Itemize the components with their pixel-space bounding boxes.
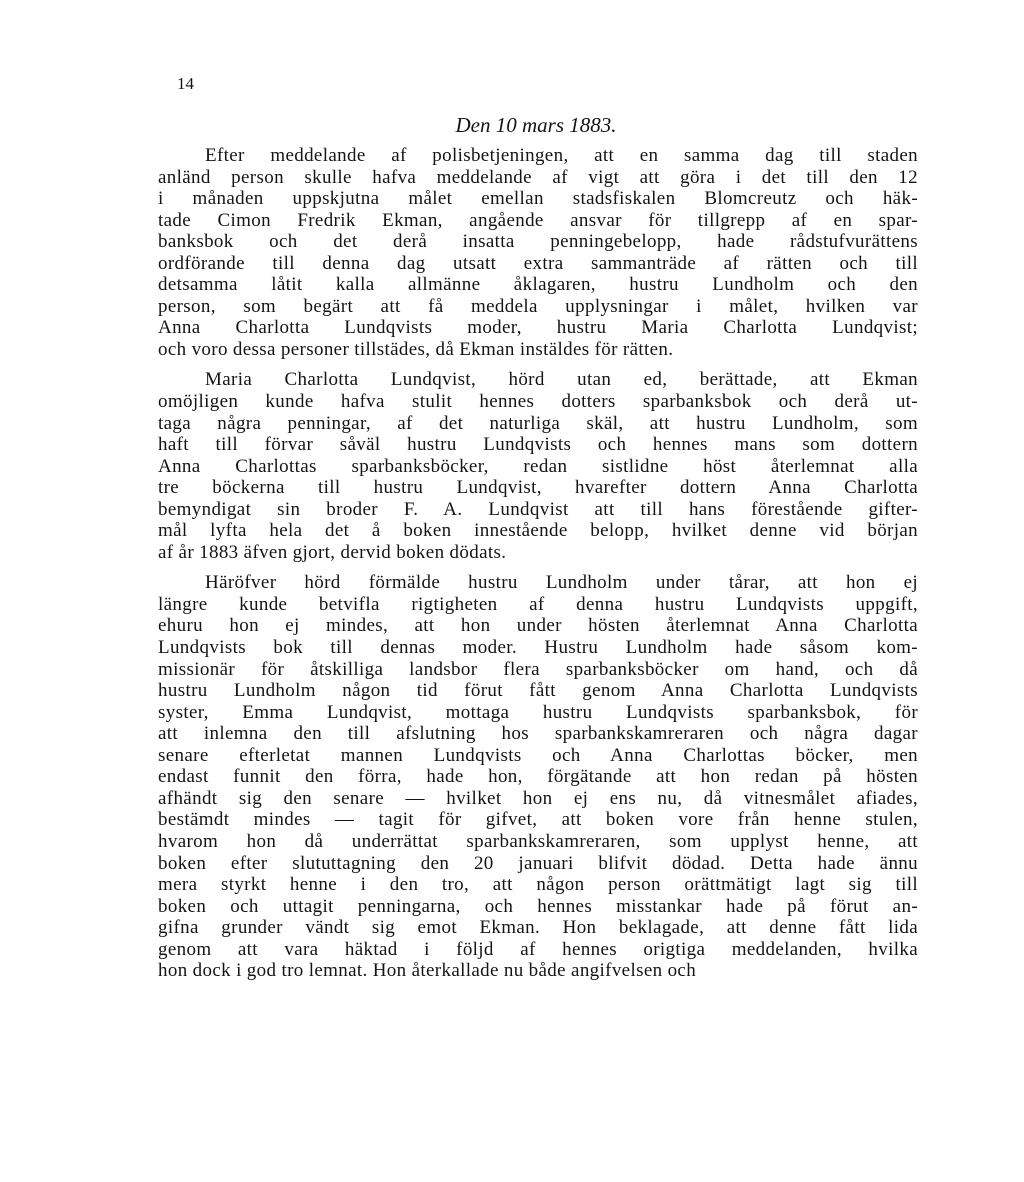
- text-line: [158, 680, 918, 702]
- text-line-content: tade Cimon Fredrik Ekman, angående ansvar för tillgrepp af en spar-: [158, 209, 918, 231]
- text-line-content: längre kunde betvifla rigtigheten af denna hustru Lundqvists uppgift,: [158, 593, 918, 615]
- text-line: [158, 413, 918, 435]
- text-line: [158, 188, 918, 210]
- text-line-content: senare efterletat mannen Lundqvists och Anna Charlottas böcker, men: [158, 744, 918, 766]
- text-line-content: Maria Charlotta Lundqvist, hörd utan ed, berättade, att Ekman: [205, 369, 918, 391]
- text-line-content: mål lyfta hela det å boken innestående belopp, hvilket denne vid början: [158, 520, 918, 542]
- text-line: [158, 874, 918, 896]
- text-line: [158, 637, 918, 659]
- text-line-content: och voro dessa personer tillstädes, då Ekman instäldes för rätten.: [158, 338, 674, 360]
- paragraph: [158, 572, 918, 981]
- text-line: [158, 231, 918, 253]
- text-line: [158, 499, 918, 521]
- text-line: [158, 659, 918, 681]
- text-line-content: bestämdt mindes — tagit för gifvet, att boken vore från henne stulen,: [158, 809, 918, 831]
- paragraph: [158, 145, 918, 360]
- text-line: [158, 723, 918, 745]
- text-line: [158, 702, 918, 724]
- text-line-content: detsamma låtit kalla allmänne åklagaren, hustru Lundholm och den: [158, 274, 918, 296]
- text-line-content: afhändt sig den senare — hvilket hon ej ens nu, då vitnesmålet afiades,: [158, 787, 918, 809]
- text-line-content: hustru Lundholm någon tid förut fått genom Anna Charlotta Lundqvists: [158, 680, 918, 702]
- text-line-content: haft till förvar såväl hustru Lundqvists och hennes mans som dottern: [158, 434, 918, 456]
- entry-date-heading: Den 10 mars 1883.: [455, 113, 617, 137]
- text-line: [158, 456, 918, 478]
- page-number: 14: [177, 74, 194, 93]
- text-line: [158, 788, 918, 810]
- text-line: [158, 253, 918, 275]
- text-line: [158, 145, 918, 167]
- text-line: [158, 520, 918, 542]
- paragraph-gap: [158, 360, 918, 369]
- text-line-content: Häröfver hörd förmälde hustru Lundholm under tårar, att hon ej: [205, 572, 918, 594]
- text-line: [158, 210, 918, 232]
- paragraph-gap: [158, 563, 918, 572]
- text-line: [158, 615, 918, 637]
- text-line-content: tre böckerna till hustru Lundqvist, hvarefter dottern Anna Charlotta: [158, 477, 918, 499]
- text-line: [158, 939, 918, 961]
- text-line-content: i månaden uppskjutna målet emellan stadsfiskalen Blomcreutz och häk-: [158, 188, 918, 210]
- text-line-content: Anna Charlotta Lundqvists moder, hustru Maria Charlotta Lundqvist;: [158, 317, 918, 339]
- text-line-content: banksbok och det derå insatta penningebelopp, hade rådstufvurättens: [158, 231, 918, 253]
- text-line: [158, 434, 918, 456]
- text-line-content: omöjligen kunde hafva stulit hennes dotters sparbanksbok och derå ut-: [158, 391, 918, 413]
- text-line-content: endast funnit den förra, hade hon, förgätande att hon redan på hösten: [158, 766, 918, 788]
- text-line: [158, 594, 918, 616]
- body-text: [158, 145, 918, 982]
- text-line-content: gifna grunder vändt sig emot Ekman. Hon beklagade, att denne fått lida: [158, 917, 918, 939]
- text-line-content: att inlemna den till afslutning hos sparbankskamreraren och några dagar: [158, 723, 918, 745]
- text-line-content: af år 1883 äfven gjort, dervid boken dödats.: [158, 541, 507, 563]
- text-line-content: Lundqvists bok till dennas moder. Hustru Lundholm hade såsom kom-: [158, 637, 918, 659]
- text-line: [158, 391, 918, 413]
- text-line-content: ordförande till denna dag utsatt extra sammanträde af rätten och till: [158, 252, 918, 274]
- text-line-content: hon dock i god tro lemnat. Hon återkallade nu både angifvelsen och: [158, 960, 697, 982]
- paragraph: [158, 369, 918, 563]
- text-line: [158, 960, 918, 982]
- text-line-content: boken efter slututtagning den 20 januari blifvit dödad. Detta hade ännu: [158, 852, 918, 874]
- text-line: [158, 339, 918, 361]
- text-line: [158, 766, 918, 788]
- text-line: [158, 745, 918, 767]
- text-line: [158, 317, 918, 339]
- text-line-content: missionär för åtskilliga landsbor flera sparbanksböcker om hand, och då: [158, 658, 918, 680]
- text-line: [158, 542, 918, 564]
- text-line: [158, 809, 918, 831]
- text-line-content: ehuru hon ej mindes, att hon under hösten återlemnat Anna Charlotta: [158, 615, 918, 637]
- text-line-content: hvarom hon då underrättat sparbankskamreraren, som upplyst henne, att: [158, 830, 918, 852]
- text-line-content: person, som begärt att få meddela upplysningar i målet, hvilken var: [158, 295, 918, 317]
- text-line-content: anländ person skulle hafva meddelande af vigt att göra i det till den 12: [158, 166, 918, 188]
- text-line: [158, 853, 918, 875]
- text-line: [158, 369, 918, 391]
- text-line-content: genom att vara häktad i följd af hennes origtiga meddelanden, hvilka: [158, 938, 918, 960]
- text-line-content: taga några penningar, af det naturliga skäl, att hustru Lundholm, som: [158, 412, 918, 434]
- text-line: [158, 831, 918, 853]
- text-line-content: Anna Charlottas sparbanksböcker, redan sistlidne höst återlemnat alla: [158, 455, 918, 477]
- text-line: [158, 917, 918, 939]
- text-line-content: Efter meddelande af polisbetjeningen, att en samma dag till staden: [205, 145, 918, 166]
- text-line: [158, 167, 918, 189]
- text-line: [158, 572, 918, 594]
- text-line-content: bemyndigat sin broder F. A. Lundqvist att till hans förestående gifter-: [158, 498, 918, 520]
- text-line: [158, 477, 918, 499]
- text-line-content: boken och uttagit penningarna, och hennes misstankar hade på förut an-: [158, 895, 918, 917]
- text-line: [158, 274, 918, 296]
- text-line: [158, 896, 918, 918]
- text-line-content: syster, Emma Lundqvist, mottaga hustru Lundqvists sparbanksbok, för: [158, 701, 918, 723]
- text-line: [158, 296, 918, 318]
- text-line-content: mera styrkt henne i den tro, att någon person orättmätigt lagt sig till: [158, 874, 918, 896]
